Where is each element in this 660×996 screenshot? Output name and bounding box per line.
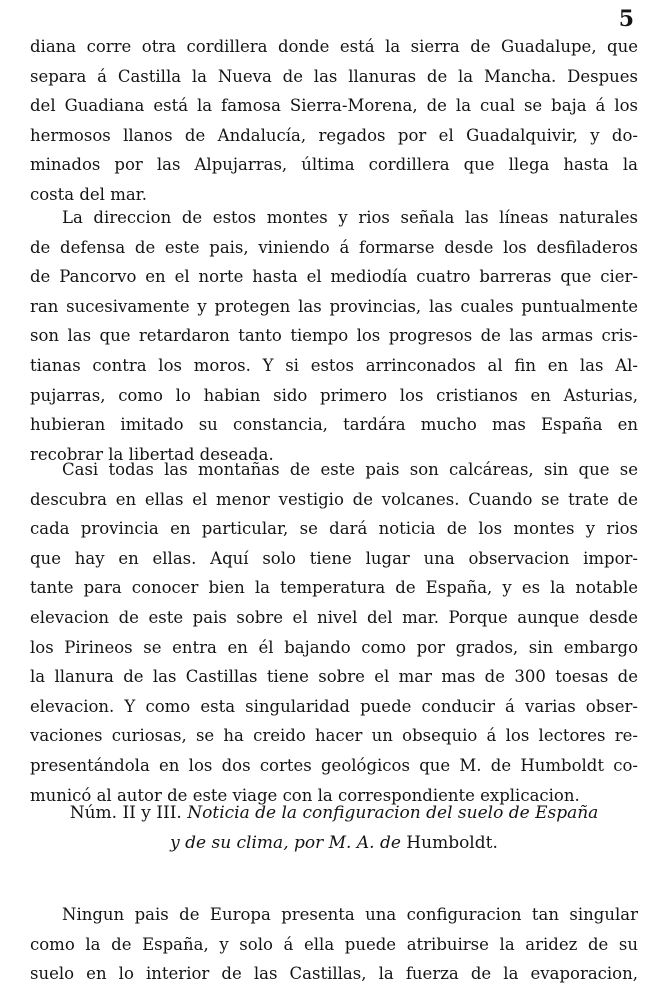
text-line: suelo en lo interior de las Castillas, la fuerza de la evaporacion,: [30, 964, 638, 984]
text-line: los Pirineos se entra en él bajando como por grados, sin embargo: [30, 637, 638, 657]
paragraph-1: [30, 32, 638, 210]
text-line: separa á Castilla la Nueva de las llanuras de la Mancha. Despues: [30, 66, 638, 86]
paragraph-4: [30, 900, 638, 989]
text-line: presentándola en los dos cortes geológicos que M. de Humboldt co-: [30, 755, 638, 775]
heading-author-name: Humboldt.: [406, 833, 498, 853]
text-line: La direccion de estos montes y rios señala las líneas naturales: [62, 208, 638, 227]
text-line: de defensa de este pais, viniendo á formarse desde los desfiladeros: [30, 237, 638, 257]
paragraph-3: [30, 455, 638, 810]
text-line: costa del mar.: [30, 184, 148, 204]
text-line: hermosos llanos de Andalucía, regados por el Guadalquivir, y do-: [30, 125, 638, 145]
text-line: que hay en ellas. Aquí solo tiene lugar una observacion impor-: [30, 548, 638, 568]
text-line: minados por las Alpujarras, última cordillera que llega hasta la: [30, 155, 638, 175]
text-line: tianas contra los moros. Y si estos arrinconados al fin en las Al-: [30, 355, 638, 375]
text-line: municó al autor de este viage con la correspondiente explicacion.: [30, 785, 580, 805]
text-line: pujarras, como lo habian sido primero los cristianos en Asturias,: [30, 385, 638, 405]
text-line: como la de España, y solo á ella puede atribuirse la aridez de su: [30, 934, 638, 954]
heading-prefix: Núm. II y III.: [69, 803, 182, 823]
section-heading: [30, 798, 638, 858]
heading-subtitle-italic: y de su clima, por M. A. de: [170, 833, 401, 853]
text-line: elevacion. Y como esta singularidad puede conducir á varias obser-: [30, 696, 638, 716]
text-line: Ningun pais de Europa presenta una configuracion tan singular: [62, 905, 638, 924]
text-line: Casi todas las montañas de este pais son calcáreas, sin que se: [62, 460, 638, 479]
text-line: del Guadiana está la famosa Sierra-Morena, de la cual se baja á los: [30, 96, 638, 116]
text-line: diana corre otra cordillera donde está la sierra de Guadalupe, que: [30, 37, 638, 56]
text-line: vaciones curiosas, se ha creido hacer un obsequio á los lectores re-: [30, 726, 638, 746]
text-line: descubra en ellas el menor vestigio de volcanes. Cuando se trate de: [30, 489, 638, 509]
text-line: son las que retardaron tanto tiempo los progresos de las armas cris-: [30, 326, 638, 346]
heading-line-2: [30, 828, 638, 858]
text-line: hubieran imitado su constancia, tardára mucho mas España en: [30, 415, 638, 435]
text-line: cada provincia en particular, se dará noticia de los montes y rios: [30, 519, 638, 539]
text-line: la llanura de las Castillas tiene sobre el mar mas de 300 toesas de: [30, 667, 638, 687]
paragraph-2: [30, 203, 638, 469]
text-line: tante para conocer bien la temperatura de España, y es la notable: [30, 578, 638, 598]
text-line: ran sucesivamente y protegen las provincias, las cuales puntualmente: [30, 296, 638, 316]
text-line: recobrar la libertad deseada.: [30, 444, 274, 464]
text-line: de Pancorvo en el norte hasta el mediodía cuatro barreras que cier-: [30, 267, 638, 287]
heading-title-italic: Noticia de la configuracion del suelo de España: [187, 803, 599, 823]
heading-line-1: [30, 798, 638, 828]
text-line: elevacion de este pais sobre el nivel del mar. Porque aunque desde: [30, 607, 638, 627]
page-number: 5: [618, 6, 634, 32]
